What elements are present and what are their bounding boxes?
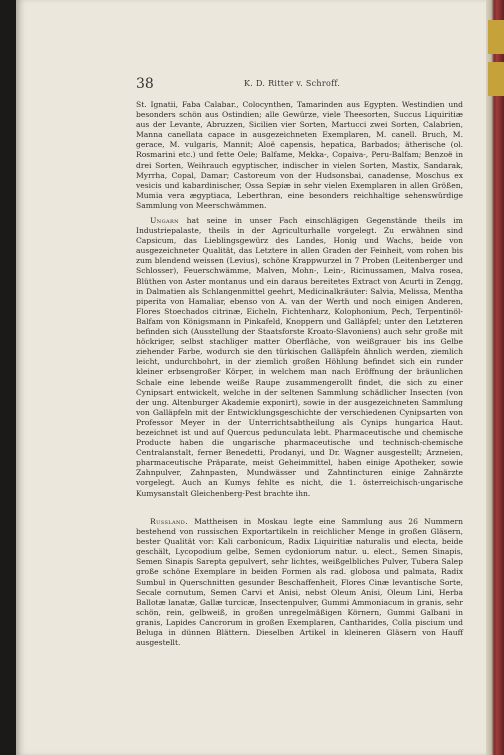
section-lead: Russland. — [150, 517, 189, 526]
running-title: K. D. Ritter v. Schroff. — [244, 79, 341, 88]
paragraph-intro — [136, 100, 463, 211]
page-tab-marker — [488, 20, 504, 54]
book-edge — [486, 0, 504, 755]
page-number: 38 — [136, 76, 154, 92]
paragraph-text: hat seine in unser Fach einschlägigen Gegenstände theils im Industriepalaste, theils in der Agriculturhalle vorgelegt. Zu erwähnen sind Capsicum, das Lieblingsgewürz des Landes, Honig und Wachs, beide von ausgezeichneter Qualität, das Letztere in allen Graden der Feinheit, vom rohen bis zum blendend weissen (Levius), schöne Krappwurzel in 7 Proben (Leitenberger und Schlosser), Feuerschwämme, Malven, Mohn-, Lein-, Ricinussamen, Malva rosea, Blüthen von Aster montanus und ein daraus bereitetes Extract von Acurti in Zengg, in Dalmatien als Schlangenmittel geehrt, Medicinalkräuter: Salvia, Melissa, Mentha piperita von Hamaliar, ebenso von A. van der Werth und noch einigen Anderen, Flores Stoechados citrinæ, Eicheln, Fichtenharz, Kolophonium, Pech, Terpentinöl-Balfam von Königsmann in Pinkafeld, Knoppern und Galläpfel; unter den Letzteren befinden sich (Ausstellung der Staatsforste Kroato-Slavoniens) auch sehr große mit höckriger, selbst stachliger matter Oberfläche, von weißgrauer bis ins Gelbe ziehender Farbe, wodurch sie den türkischen Galläpfeln ähnlich werden, ziemlich leicht, undurchbohrt, in der ziemlich großen Höhlung befindet sich ein runder kleiner erbsengroßer Körper, in welchem man nach Eröffnung der bräunlichen Schale eine lebende weiße Raupe zusammengerollt findet, die sich zu einer Cynipsart entwickelt, welche in der seltenen Sammlung schädlicher Insecten (von der ung. Altenburger Akademie exponirt), sowie in der ausgezeichneten Sammlung von Galläpfeln mit der Entwicklungsgeschichte der verschiedenen Cynipsarten von Professor Meyer in der Unterrichtsabtheilung als Cynips hungarica Haut. bezeichnet ist und auf Quercus pedunculata lebt. Pharmaceutische und chemische Producte haben die ungarische pharmaceutische und technisch-chemische Centralanstalt, ferner Benedetti, Prodanyi, und Dr. Wagner ausgestellt; Arzneien, pharmaceutische Präparate, meist Geheimmittel, haben einige Apotheker, sowie Zahnpulver, Zahnpasten, Mundwässer und Zahntincturen einige Zahnärzte vorgelegt. Auch an Kumys fehlte es nicht, die 1. österreichisch-ungarische Kumysanstalt Gleichenberg-Pest brachte ihn. — [136, 216, 463, 498]
page-tab-marker — [488, 62, 504, 96]
paragraph-ungarn — [136, 216, 463, 499]
section-lead: Ungarn — [150, 216, 179, 225]
paragraph-russland — [136, 517, 463, 648]
paragraph-text: St. Ignatii, Faba Calabar., Colocynthen, Tamarinden aus Egypten. Westindien und besonders schön aus Ostindien; alle Gewürze, viele Theesorten, Succus Liquiritiæ aus der Levante, Abruzzen, Sicilien vier Sorten, Martucci zwei Sorten, Calabrien, Manna canellata capace in ausgezeichneten Exemplaren, M. canell. Bruch, M. gerace, M. vulgaris, Mannit; Aloë capensis, hepatica, Barbados; ätherische (ol. Rosmarini etc.) und fette Oele; Balfame, Mekka-, Copaiva-, Peru-Balfam; Benzoë in drei Sorten, Weihrauch egyptischer, indischer in vielen Sorten, Mastix, Sandarak, Myrrha, Copal, Damar; Castoreum von der Hudsonsbai, canadense, Moschus ex vesicis und kabardinischer, Ossa Sepiæ in sehr vielen Exemplaren in allen Größen, Mumia vera ægyptiaca, Leberthran, eine besonders reichhaltige sehenswürdige Sammlung von Meerschwämmen. — [136, 100, 463, 210]
paragraph-text: Mattheisen in Moskau legte eine Sammlung aus 26 Nummern bestehend von russischen Exportartikeln in reichlicher Menge in großen Gläsern, bester Qualität vor: Kali carbonicum, Radix Liquiritiæ naturalis und electa, beide geschält, Lycopodium gelbe, Semen cydoniorum natur. u. elect., Semen Sinapis, Semen Sinapis Sarepta gepulvert, sehr lichtes, weißgelbliches Pulver, Tubera Salep große schöne Exemplare in beiden Formen als rad. globosa und palmata, Radix Sumbul in Querschnitten gesunder Beschaffenheit, Flores Cinæ levantische Sorte, Secale cornutum, Semen Carvi et Anisi, nebst Oleum Anisi, Oleum Lini, Herba Ballotæ lanatæ, Gallæ turcicæ, Insectenpulver, Gummi Ammoniacum in granis, sehr schön, rein, gelbweiß, in großen unregelmäßigen Körnern, Gummi Galbani in granis, Lapides Cancrorum in großen Exemplaren, Cantharides, Colla piscium und Beluga in dünnen Blättern. Dieselben Artikel in kleineren Gläsern von Hauff ausgestellt. — [136, 517, 463, 648]
